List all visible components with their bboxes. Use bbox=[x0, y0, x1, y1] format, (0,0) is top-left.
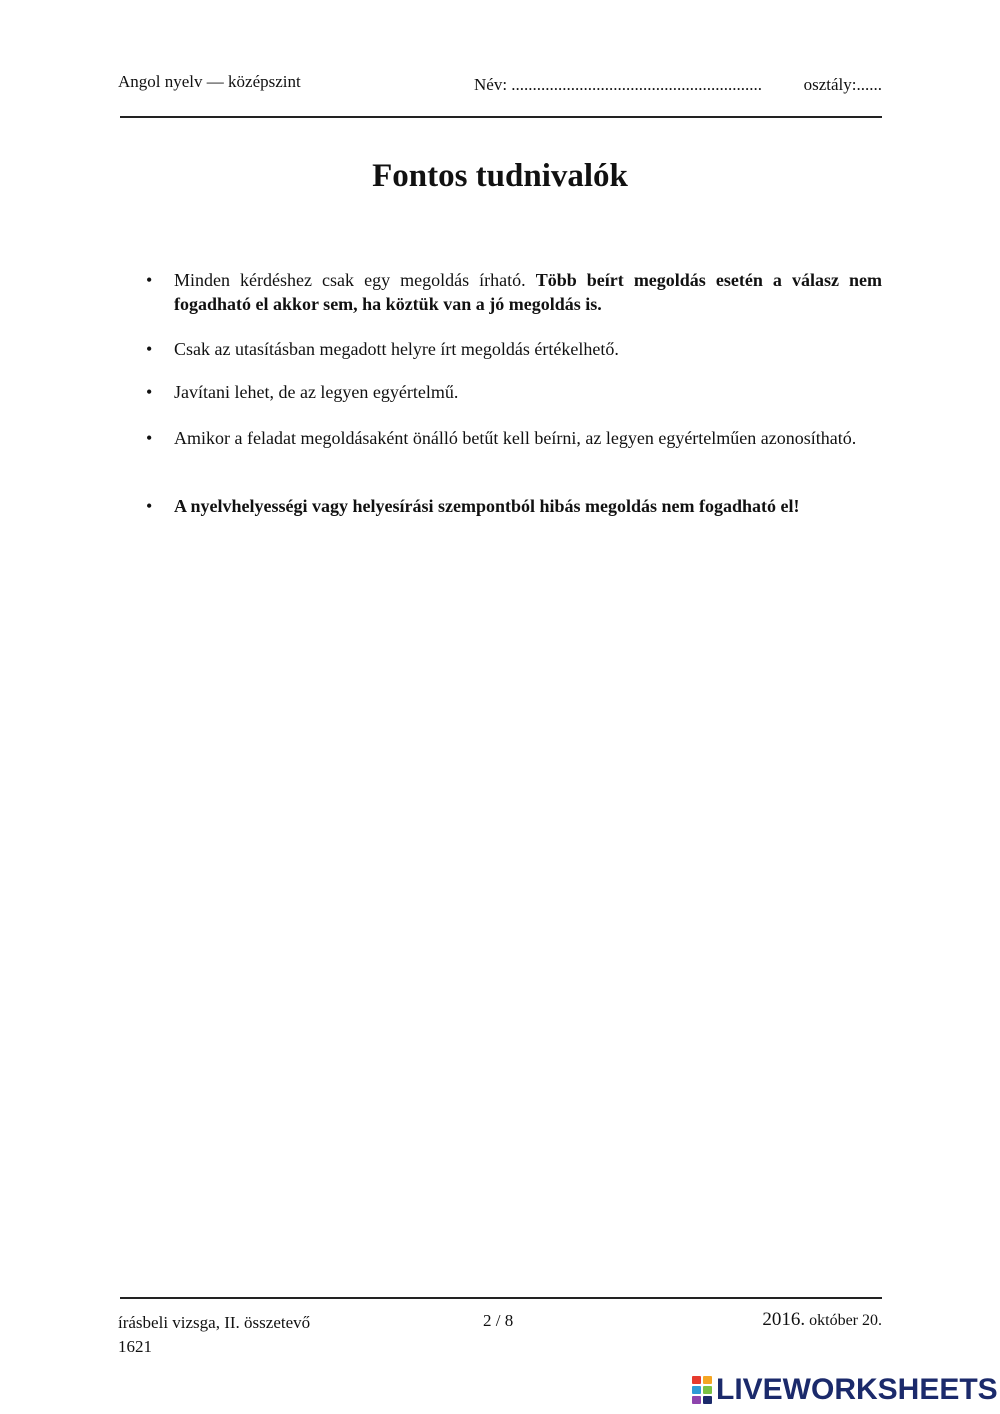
footer-exam-info bbox=[118, 1311, 310, 1359]
footer-exam-part: írásbeli vizsga, II. összetevő bbox=[118, 1313, 311, 1332]
list-item-text: Csak az utasításban megadott helyre írt megoldás értékelhető. bbox=[174, 339, 619, 359]
page-title: Fontos tudnivalók bbox=[372, 158, 628, 194]
list-item bbox=[140, 380, 882, 404]
list-item bbox=[140, 268, 882, 316]
class-field: osztály:...... bbox=[803, 75, 882, 94]
list-item-text: Minden kérdéshez csak egy megoldás írható. Több beírt megoldás esetén a válasz nem fogadható el akkor sem, ha köztük van a jó megoldás is. bbox=[174, 270, 882, 314]
liveworksheets-logo-icon bbox=[692, 1376, 712, 1404]
bullet-icon: • bbox=[146, 428, 153, 448]
list-item bbox=[140, 494, 882, 518]
list-item-text: A nyelvhelyességi vagy helyesírási szempontból hibás megoldás nem fogadható el! bbox=[174, 496, 800, 516]
liveworksheets-logo-text: LIVEWORKSHEETS bbox=[716, 1373, 998, 1406]
footer-divider bbox=[120, 1297, 882, 1299]
bullet-icon: • bbox=[146, 339, 153, 359]
name-field: Név: ........................................................... bbox=[474, 75, 763, 94]
list-item-text: Amikor a feladat megoldásaként önálló betűt kell beírni, az legyen egyértelműen azonosítható. bbox=[174, 428, 857, 448]
footer-code: 1621 bbox=[118, 1337, 152, 1356]
footer-date: 2016. október 20. bbox=[762, 1309, 882, 1330]
list-item bbox=[140, 426, 882, 450]
bullet-icon: • bbox=[146, 382, 153, 402]
header-student-fields bbox=[474, 75, 882, 95]
header-subject: Angol nyelv — középszint bbox=[118, 72, 301, 91]
header-divider bbox=[120, 116, 882, 118]
liveworksheets-logo bbox=[692, 1374, 998, 1406]
list-item bbox=[140, 337, 882, 361]
bullet-icon: • bbox=[146, 496, 153, 516]
bullet-icon: • bbox=[146, 270, 153, 290]
page-number: 2 / 8 bbox=[483, 1311, 514, 1330]
list-item-text: Javítani lehet, de az legyen egyértelmű. bbox=[174, 382, 459, 402]
